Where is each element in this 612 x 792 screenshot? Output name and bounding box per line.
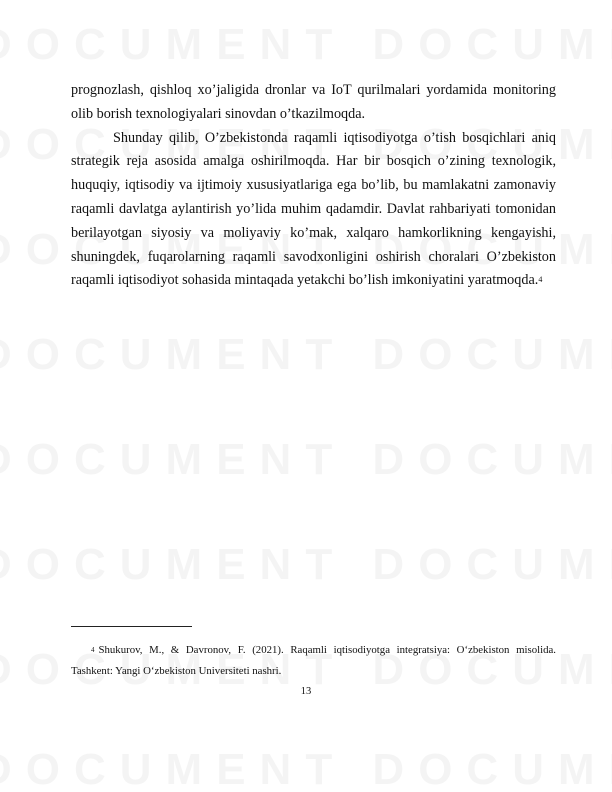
paragraph-2-text: Shunday qilib, O’zbekistonda raqamli iqtisodiyotga o’tish bosqichlari aniq strategik reja asosida amalga oshirilmoqda. Har bir bosqich o’zining texnologik, huquqiy, iqtisodiy va ijtimoiy xususiyatlariga ega bo’lib, bu mamlakatni zamonaviy raqamli davlatga aylantirish yo’lida muhim qadamdir. Davlat rahbariyati tomonidan berilayotgan siyosiy va moliyaviy ko’mak, xalqaro hamkorlikning kengayishi, shuningdek, fuqarolarning raqamli savodxonligini oshirish choralari O’zbekiston raqamli iqtisodiyot sohasida mintaqada yetakchi bo’lish imkoniyatini yaratmoqda. — [71, 129, 556, 289]
page-body — [71, 79, 556, 293]
footnote-text: Shukurov, M., & Davronov, F. (2021). Raqamli iqtisodiyotga integratsiya: O‘zbekiston misolida. Tashkent: Yangi O‘zbekiston Universiteti nashri. — [71, 644, 556, 677]
paragraph-1-text: prognozlash, qishloq xo’jaligida dronlar va IoT qurilmalari yordamida monitoring olib borish texnologiyalari sinovdan o’tkazilmoqda. — [71, 82, 556, 122]
footnote-number: 4 — [91, 646, 95, 654]
page-number: 13 — [300, 686, 312, 697]
footnote-separator — [71, 626, 192, 627]
footnote — [71, 640, 556, 682]
footnote-reference[interactable]: 4 — [538, 275, 543, 285]
paragraph-continuation — [71, 79, 556, 127]
paragraph-summary — [71, 127, 556, 294]
